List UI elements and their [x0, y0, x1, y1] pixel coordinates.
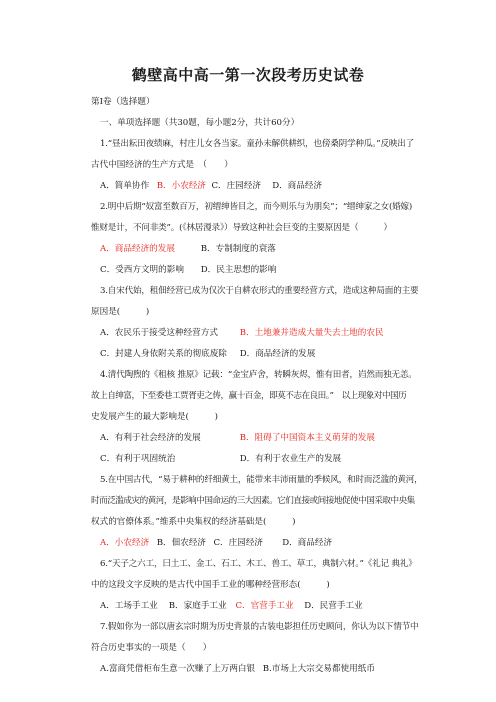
option-d: D．民主思想的影响: [200, 265, 277, 275]
question-stem: 权式的官僚体系。”维系中央集权的经济基础是( ): [91, 517, 296, 527]
exam-content: [91, 92, 421, 680]
option-a: A．有利于社会经济的发展: [100, 433, 201, 443]
part-heading: 一、单项选择题（共30题，每小题2分，共计60分）: [100, 118, 300, 128]
question-4: [91, 365, 421, 470]
question-stem: 时而泛滥成灾的黄河，是影响中国命运的三大因素。它们直接或间接地促使中国采取中央集: [91, 496, 415, 506]
question-stem: 惟财是计，不问非类”。(《林居漫录》）导致这种社会巨变的主要原因是（ ）: [91, 223, 392, 233]
option-a: A．工场手工业: [100, 601, 158, 611]
question-stem: 故上自绅富，下至委巷工贾胥吏之俦，赢十百金，即莫不志在良田。” 以上现象对中国历: [91, 391, 407, 401]
section-heading: 第Ⅰ卷（选择题）: [91, 97, 155, 107]
option-row: [91, 533, 421, 554]
question-stem: 4.清代陶煦的《租核 推原》记载：“金宝庐舍，转瞬灰烬，惟有田者，岿然而独无恙。: [100, 370, 417, 380]
question-stem: 史发展产生的最大影响是( ): [91, 412, 219, 422]
question-stem: 7.假如你为一部以唐玄宗时期为历史背景的古装电影担任历史顾问，你认为以下情节中: [100, 622, 419, 632]
option-a: A．农民乐于接受这种经营方式: [100, 328, 218, 338]
option-row: [91, 260, 421, 281]
option-a: A.富商凭借柜布生意一次赚了上万两白银: [100, 664, 256, 674]
option-d: D．商品经济: [272, 181, 323, 191]
question-stem: 符合历史事实的一项是（ ）: [91, 643, 212, 653]
question-6: [91, 554, 421, 617]
option-b: B．小农经济: [156, 181, 207, 191]
question-stem: 中的这段文字反映的是古代中国手工业的哪种经营形态( ): [91, 580, 330, 590]
option-c: C．受西方文明的影响: [100, 265, 184, 275]
option-b: B.市场上大宗交易都使用纸币: [262, 664, 375, 674]
option-row: [91, 344, 421, 365]
question-1: [91, 134, 421, 197]
option-d: D．有利于农业生产的发展: [239, 454, 342, 464]
option-a: A．小农经济: [100, 538, 150, 548]
option-d: D．商品经济: [282, 538, 333, 548]
question-5: [91, 470, 421, 554]
option-b: B．土地兼并造成大量失去土地的农民: [239, 328, 384, 338]
option-a: A．商品经济的发展: [100, 244, 175, 254]
option-c: C．官营手工业: [235, 601, 294, 611]
option-row: [91, 449, 421, 470]
page-title: 鹤壁高中高一第一次段考历史试卷: [131, 66, 365, 84]
option-b: B．专制制度的衰落: [200, 244, 276, 254]
question-stem: 1.“昼出耘田夜绩麻，村庄儿女各当家。童孙未解供耕织，也傍桑阴学种瓜。”反映出了: [100, 139, 415, 149]
question-stem: 5.在中国古代，“易于耕种的纤细黄土，能带来丰沛雨量的季候风，和时而泛滥的黄河，: [100, 475, 423, 485]
option-row: [91, 176, 421, 197]
option-row: [91, 323, 421, 344]
option-d: D．民营手工业: [304, 601, 363, 611]
question-stem: 3.自宋代始，租佃经营已成为仅次于自耕农形式的重要经营方式，造成这种局面的主要: [100, 286, 419, 296]
option-b: B．家庭手工业: [168, 601, 227, 611]
question-2: [91, 197, 421, 281]
option-c: C．封建人身依附关系的彻底废除: [100, 349, 227, 359]
option-c: C．有利于巩固统治: [100, 454, 176, 464]
option-b: B．佃农经济: [156, 538, 207, 548]
option-row: [91, 428, 421, 449]
question-3: [91, 281, 421, 365]
question-stem: 2.明中后期“奴富至数百万，初缙绅皆目之，而今则乐与为朋矣”；“缙绅家之女(婚嫁): [100, 202, 413, 212]
option-c: C．庄园经济: [211, 181, 262, 191]
option-a: A．简单协作: [100, 181, 150, 191]
question-stem: 原因是( ): [91, 307, 150, 317]
question-stem: 6.“天子之六工，曰土工、金工、石工、木工、兽工、草工，典制六材。”《礼记 典礼》: [100, 559, 417, 569]
option-c: C．庄园经济: [213, 538, 264, 548]
question-stem: 古代中国经济的生产方式是 （ ）: [91, 160, 233, 170]
option-row: [91, 239, 421, 260]
option-d: D．商品经济的发展: [239, 349, 316, 359]
question-7: [91, 617, 421, 680]
option-row: [91, 596, 421, 617]
option-row: [91, 659, 421, 680]
option-b: B．阻碍了中国资本主义萌芽的发展: [239, 433, 375, 443]
